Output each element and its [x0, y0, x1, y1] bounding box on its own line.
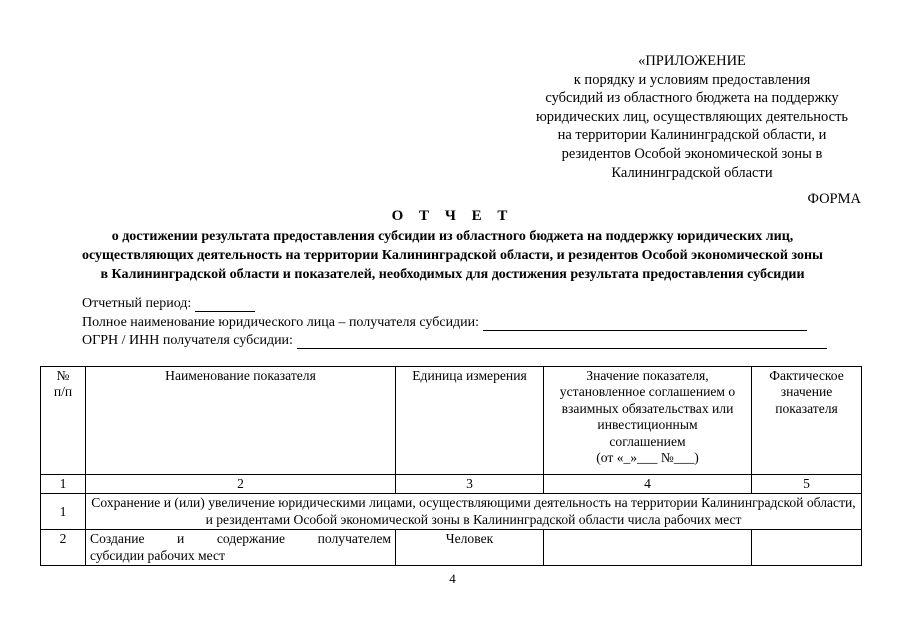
reporting-period-field [82, 296, 255, 312]
reporting-period-blank[interactable] [195, 297, 255, 312]
ogrn-inn-field [82, 333, 827, 349]
column-number-row [41, 475, 862, 494]
indicators-table [40, 366, 862, 566]
column-number: 5 [752, 475, 862, 494]
header-num: № п/п [41, 367, 86, 475]
subtitle-line: в Калининградской области и показателей, необходимых для достижения результата предоставления субсидии [100, 267, 805, 282]
row-indicator: Создание и содержание получателем субсидии рабочих мест [86, 530, 396, 566]
appendix-line: на территории Калининградской области, и [557, 127, 827, 144]
appendix-line: резидентов Особой экономической зоны в [561, 145, 823, 162]
header-value: Значение показателя, установленное соглашением о взаимных обязательствах или инвестиционным соглашением (от «_»___ №___) [544, 367, 752, 475]
appendix-line: субсидий из областного бюджета на поддержку [545, 90, 839, 107]
column-number: 2 [86, 475, 396, 494]
table-row [41, 530, 862, 566]
appendix-line: к порядку и условиям предоставления [573, 71, 811, 88]
column-number: 1 [41, 475, 86, 494]
header-indicator: Наименование показателя [86, 367, 396, 475]
recipient-name-field [82, 315, 807, 331]
report-subtitle [40, 227, 865, 284]
row-unit: Человек [396, 530, 544, 566]
reporting-period-label: Отчетный период: [82, 296, 192, 311]
appendix-line: Калининградской области [611, 164, 773, 181]
recipient-name-label: Полное наименование юридического лица – получателя субсидии: [82, 315, 480, 330]
page-number: 4 [449, 571, 456, 586]
appendix-line: юридических лиц, осуществляющих деятельность [535, 108, 849, 125]
header-actual: Фактическое значение показателя [752, 367, 862, 475]
appendix-line: «ПРИЛОЖЕНИЕ [638, 53, 746, 69]
row-num: 2 [41, 530, 86, 566]
column-number: 4 [544, 475, 752, 494]
recipient-name-blank[interactable] [483, 316, 807, 331]
row-actual-value[interactable] [752, 530, 862, 566]
subtitle-line: осуществляющих деятельность на территории Калининградской области, и резидентов Особой экономической зоны [82, 248, 823, 263]
subtitle-line: о достижении результата предоставления субсидии из областного бюджета на поддержку юридических лиц, [111, 229, 794, 244]
section-row [41, 494, 862, 530]
appendix-header [520, 52, 864, 182]
ogrn-inn-blank[interactable] [297, 334, 827, 349]
section-text: Сохранение и (или) увеличение юридическими лицами, осуществляющими деятельность на территории Калининградской области, и резидентами Особой экономической зоны в Калининградской области числа рабочих мест [86, 494, 862, 530]
ogrn-inn-label: ОГРН / ИНН получателя субсидии: [82, 333, 293, 348]
table-header-row [41, 367, 862, 475]
report-title: О Т Ч Е Т [391, 208, 514, 224]
header-unit: Единица измерения [396, 367, 544, 475]
forma-label: ФОРМА [807, 191, 861, 207]
row-planned-value[interactable] [544, 530, 752, 566]
column-number: 3 [396, 475, 544, 494]
section-num: 1 [41, 494, 86, 530]
